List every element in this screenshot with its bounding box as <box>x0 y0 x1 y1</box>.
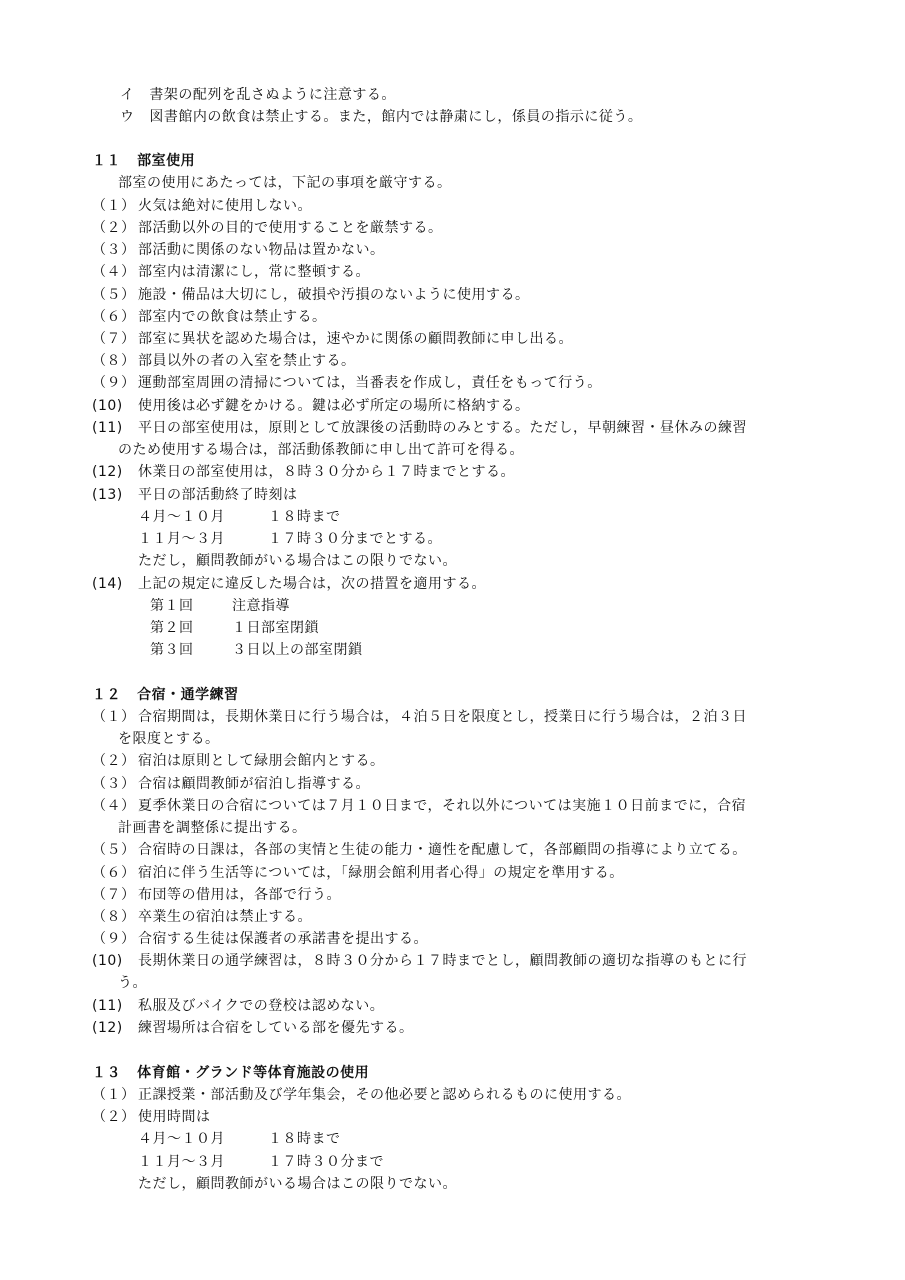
time-row: ４月～１０月 １８時まで <box>138 509 341 525</box>
list-item: （３） 合宿は顧問教師が宿泊し指導する。 <box>92 776 370 792</box>
list-item: (10) 長期休業日の通学練習は，８時３０分から１７時までとし，顧問教師の適切な指導のもとに行 <box>92 953 747 969</box>
item-text: 書架の配列を乱さぬように注意する。 <box>149 87 396 103</box>
list-item: （８） 部員以外の者の入室を禁止する。 <box>92 353 356 369</box>
list-item-continuation: う。 <box>118 975 147 991</box>
list-item: （４） 部室内は清潔にし，常に整頓する。 <box>92 264 370 280</box>
list-item: （９） 運動部室周囲の清掃については，当番表を作成し，責任をもって行う。 <box>92 375 602 391</box>
list-item: (13) 平日の部活動終了時刻は <box>92 487 298 503</box>
time-row: １１月～３月 １７時３０分までとする。 <box>138 531 442 547</box>
time-row: １１月～３月 １７時３０分まで <box>138 1154 384 1170</box>
list-item: (11) 私服及びバイクでの登校は認めない。 <box>92 998 385 1014</box>
penalty-row: 第１回 注意指導 <box>150 598 290 614</box>
section-heading: １２ 合宿・通学練習 <box>92 687 239 703</box>
section-heading: １１ 部室使用 <box>92 153 196 169</box>
list-item: （６） 宿泊に伴う生活等については，「緑朋会館利用者心得」の規定を準用する。 <box>92 865 624 881</box>
list-item: （７） 布団等の借用は，各部で行う。 <box>92 887 341 903</box>
list-item: （１） 火気は絶対に使用しない。 <box>92 198 312 214</box>
intro-item <box>120 84 396 106</box>
time-note: ただし，顧問教師がいる場合はこの限りでない。 <box>138 553 457 569</box>
list-item: （７） 部室に異状を認めた場合は，速やかに関係の顧問教師に申し出る。 <box>92 331 573 347</box>
list-item: （３） 部活動に関係のない物品は置かない。 <box>92 242 385 258</box>
list-item: （２） 宿泊は原則として緑朋会館内とする。 <box>92 753 385 769</box>
list-item: （２） 部活動以外の目的で使用することを厳禁する。 <box>92 220 443 236</box>
section-lead: 部室の使用にあたっては，下記の事項を厳守する。 <box>118 175 452 191</box>
time-note: ただし，顧問教師がいる場合はこの限りでない。 <box>138 1176 457 1192</box>
time-row: ４月～１０月 １８時まで <box>138 1131 341 1147</box>
item-mark: イ <box>120 87 135 103</box>
list-item: （６） 部室内での飲食は禁止する。 <box>92 309 327 325</box>
penalty-row: 第３回 ３日以上の部室閉鎖 <box>150 642 363 658</box>
list-item-continuation: のため使用する場合は，部活動係教師に申し出て許可を得る。 <box>118 442 524 458</box>
item-text: 図書館内の飲食は禁止する。また，館内では静粛にし，係員の指示に従う。 <box>149 109 643 125</box>
list-item: (11) 平日の部室使用は，原則として放課後の活動時のみとする。ただし，早朝練習・昼休みの練習 <box>92 420 747 436</box>
list-item: （１） 正課授業・部活動及び学年集会，その他必要と認められるものに使用する。 <box>92 1087 631 1103</box>
list-item: (12) 練習場所は合宿をしている部を優先する。 <box>92 1020 414 1036</box>
list-item: (14) 上記の規定に違反した場合は，次の措置を適用する。 <box>92 576 486 592</box>
list-item: （５） 施設・備品は大切にし，破損や汚損のないように使用する。 <box>92 287 530 303</box>
list-item: （４） 夏季休業日の合宿については７月１０日まで，それ以外については実施１０日前までに，合宿 <box>92 798 747 814</box>
penalty-row: 第２回 １日部室閉鎖 <box>150 620 319 636</box>
item-mark: ウ <box>120 109 135 125</box>
list-item: (10) 使用後は必ず鍵をかける。鍵は必ず所定の場所に格納する。 <box>92 398 530 414</box>
list-item: （９） 合宿する生徒は保護者の承諾書を提出する。 <box>92 931 428 947</box>
list-item: （２） 使用時間は <box>92 1109 211 1125</box>
list-item: （８） 卒業生の宿泊は禁止する。 <box>92 909 312 925</box>
intro-item <box>120 106 642 128</box>
list-item: （１） 合宿期間は，長期休業日に行う場合は，４泊５日を限度とし，授業日に行う場合は，２泊３日 <box>92 709 747 725</box>
section-heading: １３ 体育館・グランド等体育施設の使用 <box>92 1065 370 1081</box>
list-item: （５） 合宿時の日課は，各部の実情と生徒の能力・適性を配慮して，各部顧問の指導により立てる。 <box>92 842 747 858</box>
list-item: (12) 休業日の部室使用は，８時３０分から１７時までとする。 <box>92 464 515 480</box>
list-item-continuation: を限度とする。 <box>118 731 220 747</box>
list-item-continuation: 計画書を調整係に提出する。 <box>118 820 307 836</box>
